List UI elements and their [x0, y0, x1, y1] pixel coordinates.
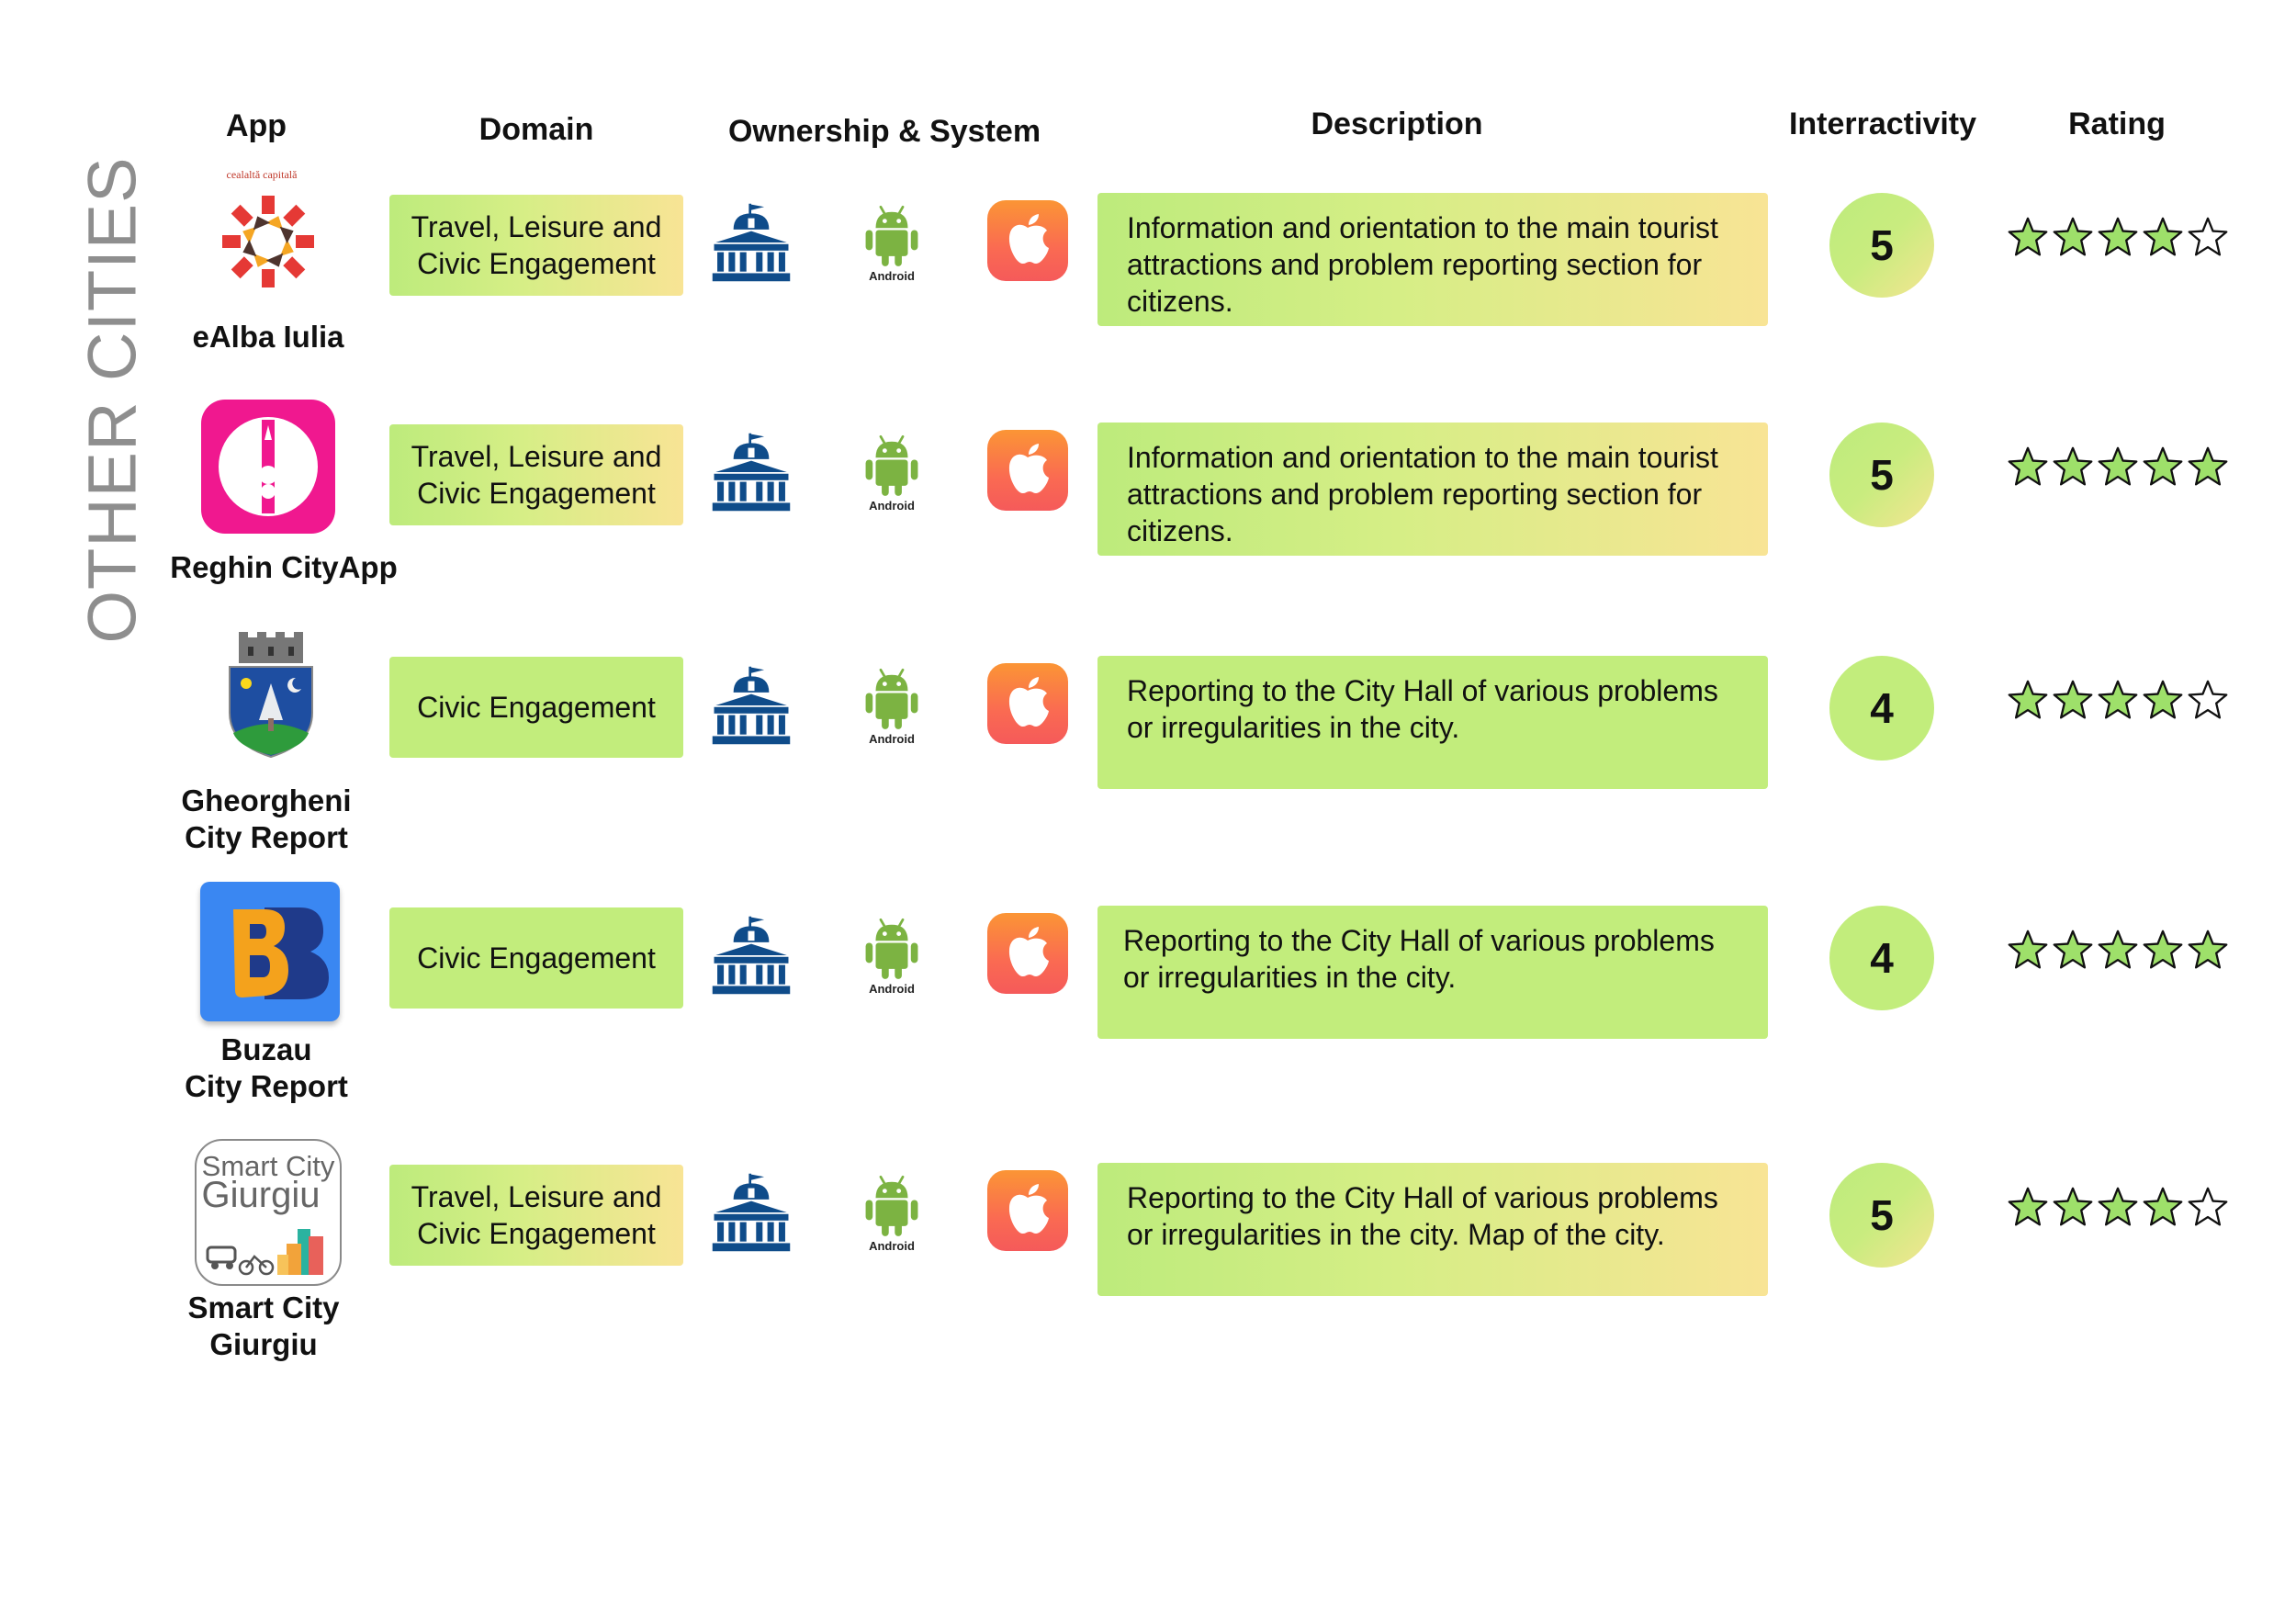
rating-stars [2007, 929, 2232, 975]
app-name: Buzau City Report [185, 1032, 348, 1103]
android-icon [861, 917, 922, 981]
android-icon [861, 434, 922, 498]
rating-stars [2007, 1186, 2232, 1232]
star-full-icon [2187, 929, 2229, 971]
rating-stars [2007, 216, 2232, 262]
smart-city-giurgiu-logo-icon[interactable] [195, 1139, 342, 1286]
app-name: Gheorgheni City Report [181, 783, 352, 854]
description-box: Reporting to the City Hall of various problems or irregularities in the city. [1097, 906, 1768, 1039]
apple-ios-icon [987, 1170, 1068, 1251]
star-full-icon [2097, 929, 2139, 971]
star-empty-icon [2187, 679, 2229, 721]
star-full-icon [2007, 929, 2049, 971]
app-name: eAlba Iulia [192, 320, 344, 354]
description-box: Information and orientation to the main tourist attractions and problem reporting section for citizens. [1097, 193, 1768, 326]
android-label: Android [869, 1239, 915, 1253]
star-full-icon [2097, 216, 2139, 258]
star-full-icon [2052, 1186, 2094, 1228]
star-full-icon [2142, 929, 2184, 971]
android-icon [861, 204, 922, 268]
side-title-text: OTHER CITIES [73, 155, 151, 644]
android-icon [861, 667, 922, 731]
star-empty-icon [2187, 1186, 2229, 1228]
star-full-icon [2052, 929, 2094, 971]
star-full-icon [2097, 445, 2139, 488]
domain-tag: Civic Engagement [389, 657, 683, 758]
android-icon [861, 1174, 922, 1238]
header-rating: Rating [2068, 107, 2166, 141]
star-full-icon [2142, 216, 2184, 258]
star-full-icon [2142, 1186, 2184, 1228]
reghin-logo-icon[interactable] [201, 400, 335, 534]
star-full-icon [2007, 216, 2049, 258]
star-full-icon [2052, 679, 2094, 721]
giurgiu-logo-text-2: Giurgiu [201, 1175, 321, 1215]
domain-tag: Civic Engagement [389, 907, 683, 1009]
android-label: Android [869, 499, 915, 513]
star-full-icon [2052, 216, 2094, 258]
interactivity-badge: 5 [1829, 1163, 1934, 1268]
header-app: App [225, 108, 287, 143]
description-box: Information and orientation to the main tourist attractions and problem reporting section for citizens. [1097, 423, 1768, 556]
apple-ios-icon [987, 200, 1068, 281]
buzau-b-logo-icon[interactable] [200, 882, 340, 1021]
rating-stars [2007, 445, 2232, 491]
townhall-icon [707, 1172, 795, 1253]
interactivity-badge: 5 [1829, 423, 1934, 527]
star-full-icon [2097, 679, 2139, 721]
android-label: Android [869, 269, 915, 283]
rating-stars [2007, 679, 2232, 725]
header-domain: Domain [478, 112, 594, 147]
header-description: Description [1311, 107, 1483, 141]
gheorgheni-coat-of-arms-icon[interactable] [220, 632, 321, 761]
ealba-iulia-logo-icon[interactable] [193, 163, 331, 301]
domain-tag: Travel, Leisure and Civic Engagement [389, 195, 683, 296]
apple-ios-icon [987, 913, 1068, 994]
star-full-icon [2052, 445, 2094, 488]
apple-ios-icon [987, 430, 1068, 511]
interactivity-badge: 4 [1829, 656, 1934, 761]
domain-tag: Travel, Leisure and Civic Engagement [389, 424, 683, 525]
star-full-icon [2187, 445, 2229, 488]
star-full-icon [2097, 1186, 2139, 1228]
description-box: Reporting to the City Hall of various problems or irregularities in the city. [1097, 656, 1768, 789]
interactivity-badge: 4 [1829, 906, 1934, 1010]
townhall-icon [707, 432, 795, 513]
domain-tag: Travel, Leisure and Civic Engagement [389, 1165, 683, 1266]
townhall-icon [707, 665, 795, 746]
star-full-icon [2007, 445, 2049, 488]
description-box: Reporting to the City Hall of various problems or irregularities in the city. Map of the city. [1097, 1163, 1768, 1296]
header-interactivity: Interractivity [1788, 107, 1977, 141]
header-ownership-system: Ownership & System [727, 114, 1041, 149]
interactivity-badge: 5 [1829, 193, 1934, 298]
app-name: Smart City Giurgiu [187, 1291, 340, 1361]
star-full-icon [2142, 445, 2184, 488]
apple-ios-icon [987, 663, 1068, 744]
star-empty-icon [2187, 216, 2229, 258]
giurgiu-logo-text-1: Smart City [201, 1150, 335, 1182]
app-name: Reghin CityApp [170, 550, 398, 584]
star-full-icon [2007, 679, 2049, 721]
android-label: Android [869, 732, 915, 746]
townhall-icon [707, 915, 795, 996]
townhall-icon [707, 202, 795, 283]
ealba-logo-tagline: cealaltă capitală [226, 168, 298, 181]
android-label: Android [869, 982, 915, 996]
star-full-icon [2007, 1186, 2049, 1228]
star-full-icon [2142, 679, 2184, 721]
